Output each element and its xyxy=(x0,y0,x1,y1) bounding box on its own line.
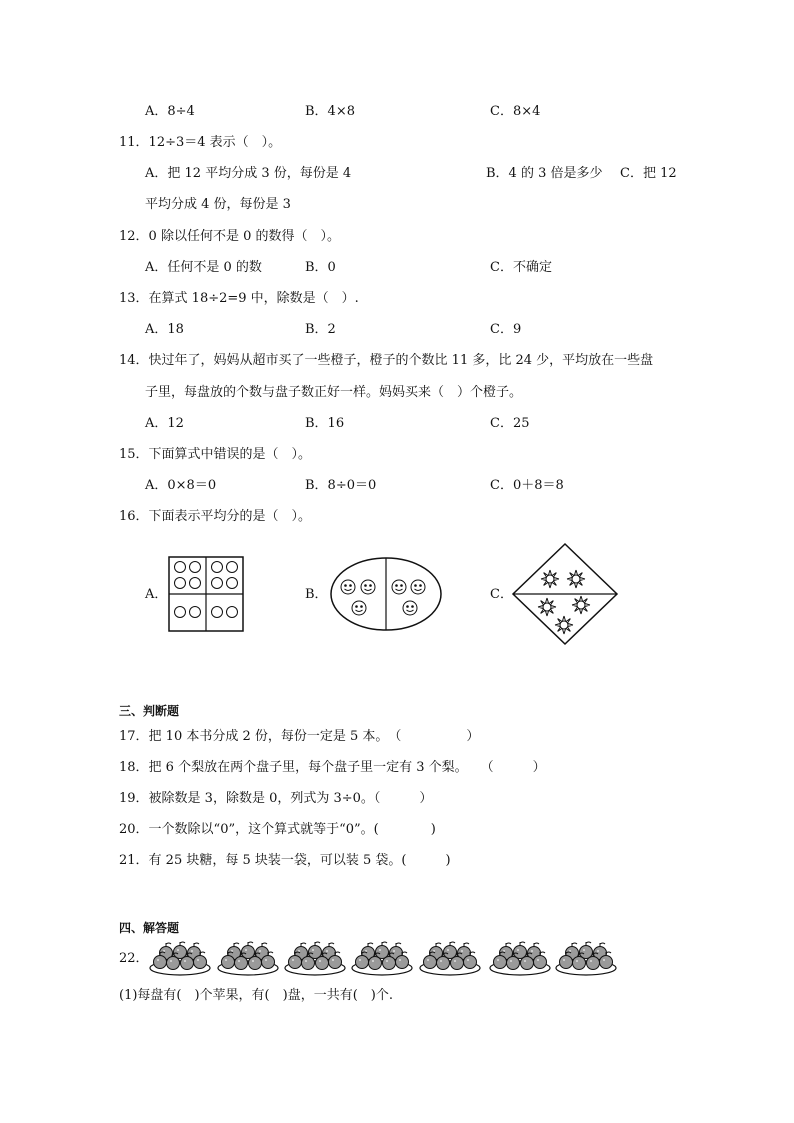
q12-option-b: B．0 xyxy=(305,260,336,275)
q11-option-b: B．4 的 3 倍是多少 xyxy=(486,166,603,181)
q16-stem: 16．下面表示平均分的是（ ）。 xyxy=(119,509,312,524)
q11-stem: 11．12÷3＝4 表示（ ）。 xyxy=(119,135,282,150)
q17-statement: 17．把 10 本书分成 2 份，每份一定是 5 本。 （ ） xyxy=(119,729,480,744)
q13-option-c: C．9 xyxy=(490,322,522,337)
q16-option-c-label: C． xyxy=(490,587,513,602)
q12-stem: 12．0 除以任何不是 0 的数得（ ）。 xyxy=(119,229,340,244)
q15-option-a: A．0×8＝0 xyxy=(145,478,217,493)
q13-stem: 13．在算式 18÷2=9 中，除数是（ ）. xyxy=(119,291,359,306)
q11-option-c: C．把 12 xyxy=(620,166,677,181)
q12-option-c: C．不确定 xyxy=(490,260,552,275)
q14-option-c: C．25 xyxy=(490,416,530,431)
q16-option-b-label: B． xyxy=(305,587,328,602)
q10-option-a: A．8÷4 xyxy=(145,104,195,119)
section3-title: 三、判断题 xyxy=(119,704,180,718)
q22-subquestion-1: (1)每盘有( )个苹果，有( )盘，一共有( )个. xyxy=(119,988,393,1003)
section4-title: 四、解答题 xyxy=(119,921,180,935)
apple-plates-illustration xyxy=(150,938,620,978)
q11-option-a: A．把 12 平均分成 3 份，每份是 4 xyxy=(145,166,352,181)
figure-c-diamond-suns xyxy=(512,543,618,645)
q19-statement: 19．被除数是 3，除数是 0，列式为 3÷0。（ ） xyxy=(119,791,433,806)
figure-a-square-circles xyxy=(168,556,244,632)
q22-label: 22． xyxy=(119,951,149,966)
q14-stem-line1: 14．快过年了，妈妈从超市买了一些橙子，橙子的个数比 11 多，比 24 少，平均放在一些盘 xyxy=(119,353,654,368)
q12-option-a: A．任何不是 0 的数 xyxy=(145,260,262,275)
q15-option-c: C．0＋8＝8 xyxy=(490,478,564,493)
q11-option-c-continued: 平均分成 4 份，每份是 3 xyxy=(145,197,291,212)
q10-option-b: B．4×8 xyxy=(305,104,355,119)
q13-option-b: B．2 xyxy=(305,322,336,337)
q14-stem-line2: 子里，每盘放的个数与盘子数正好一样。妈妈买来（ ）个橙子。 xyxy=(145,385,523,400)
q13-option-a: A．18 xyxy=(145,322,184,337)
figure-b-ellipse-smileys xyxy=(330,557,442,631)
q14-option-a: A．12 xyxy=(145,416,184,431)
q14-option-b: B．16 xyxy=(305,416,345,431)
q20-statement: 20．一个数除以“0”，这个算式就等于“0”。( ) xyxy=(119,822,436,837)
q15-stem: 15．下面算式中错误的是（ ）。 xyxy=(119,447,312,462)
q21-statement: 21．有 25 块糖，每 5 块装一袋，可以装 5 袋。( ) xyxy=(119,853,451,868)
q15-option-b: B．8÷0＝0 xyxy=(305,478,377,493)
q10-option-c: C．8×4 xyxy=(490,104,541,119)
q18-statement: 18．把 6 个梨放在两个盘子里，每个盘子里一定有 3 个梨。 （ ） xyxy=(119,760,546,775)
q16-option-a-label: A． xyxy=(145,587,168,602)
